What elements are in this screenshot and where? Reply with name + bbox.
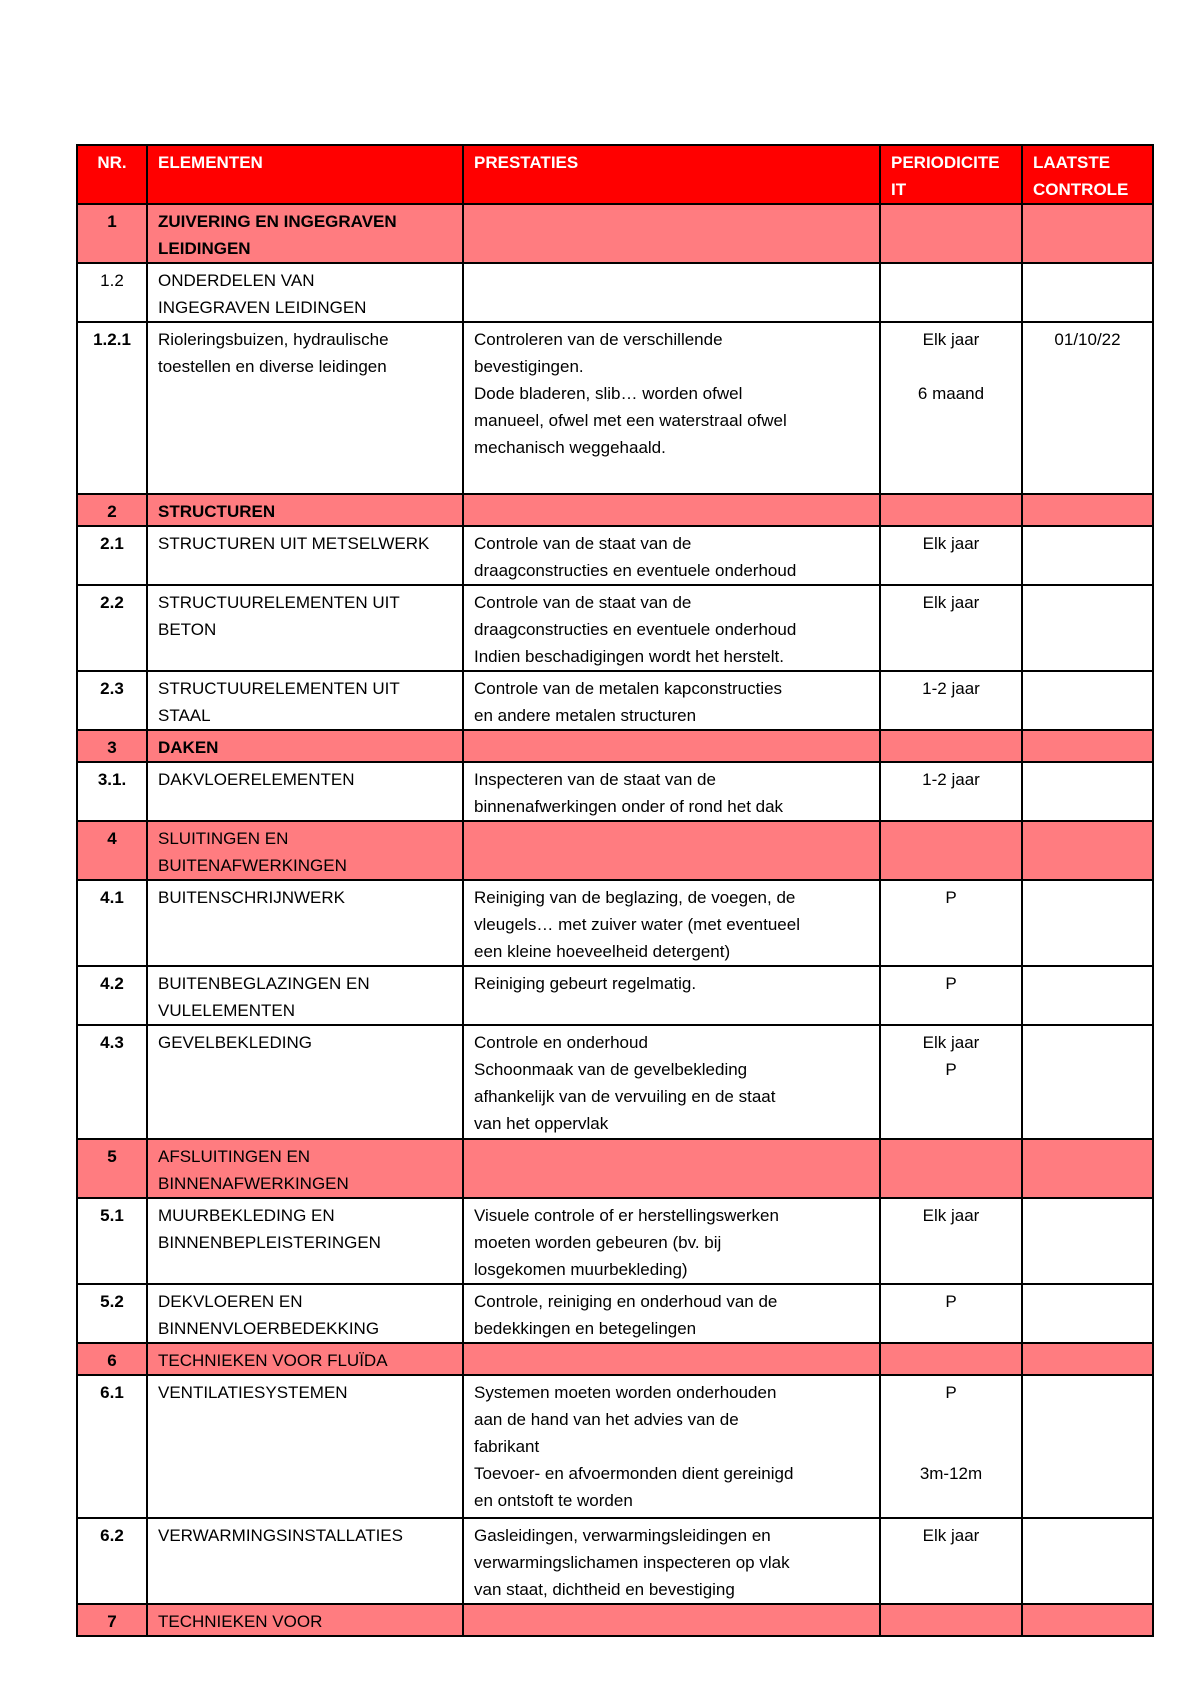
cell-element-line: LEIDINGEN [158,239,251,258]
cell-prestaties-line: van het oppervlak [474,1114,609,1133]
table-section-row [77,494,1153,526]
cell-prestaties-line: mechanisch weggehaald. [474,438,666,457]
cell-prestaties [463,204,880,263]
cell-prestaties [463,1198,880,1284]
cell-periodiciteit [880,1284,1022,1343]
cell-laatste-controle [1022,494,1153,526]
cell-periodiciteit [880,1343,1022,1375]
header-prestaties: PRESTATIES [463,145,880,204]
cell-laatste-controle [1022,1375,1153,1518]
cell-element-line: BUITENSCHRIJNWERK [158,888,346,907]
cell-element [147,880,463,966]
cell-prestaties-line: Reiniging gebeurt regelmatig. [474,974,697,993]
cell-laatste-controle [1022,762,1153,821]
cell-periodiciteit-line: Elk jaar [922,1033,980,1052]
cell-periodiciteit [880,322,1022,494]
cell-prestaties-line: Controle van de metalen kapconstructies [474,679,783,698]
cell-periodiciteit-line: 6 maand [917,384,985,403]
cell-element [147,1343,463,1375]
cell-laatste-controle [1022,671,1153,730]
cell-element [147,1025,463,1139]
cell-periodiciteit-line: Elk jaar [922,534,980,553]
table-row [77,585,1153,671]
cell-prestaties [463,322,880,494]
cell-nr: 1.2.1 [77,322,147,494]
cell-prestaties-line: Dode bladeren, slib… worden ofwel [474,384,743,403]
cell-periodiciteit-line [891,353,1011,380]
cell-laatste-controle-line: 01/10/22 [1054,330,1121,349]
cell-periodiciteit [880,762,1022,821]
cell-element-line: VENTILATIESYSTEMEN [158,1383,348,1402]
cell-prestaties [463,526,880,585]
cell-periodiciteit [880,494,1022,526]
table-row [77,1375,1153,1518]
table-row [77,880,1153,966]
cell-element-line: ZUIVERING EN INGEGRAVEN [158,212,397,231]
cell-periodiciteit [880,1139,1022,1198]
table-section-row [77,1343,1153,1375]
table-section-row [77,821,1153,880]
cell-element-line: ONDERDELEN VAN [158,271,315,290]
cell-element-line: TECHNIEKEN VOOR [158,1612,323,1631]
cell-prestaties-line: bevestigingen. [474,357,584,376]
header-periodiciteit [880,145,1022,204]
cell-element-line: BINNENAFWERKINGEN [158,1174,349,1193]
cell-element-line: STAAL [158,706,211,725]
cell-laatste-controle [1022,1604,1153,1636]
table-row [77,1284,1153,1343]
cell-prestaties-line: fabrikant [474,1437,540,1456]
cell-element [147,1604,463,1636]
cell-prestaties-line: en andere metalen structuren [474,706,697,725]
cell-prestaties-line: Reiniging van de beglazing, de voegen, de [474,888,796,907]
cell-periodiciteit [880,671,1022,730]
cell-element-line: VERWARMINGSINSTALLATIES [158,1526,403,1545]
cell-prestaties-line: Systemen moeten worden onderhouden [474,1383,777,1402]
cell-periodiciteit [880,1604,1022,1636]
header-laatste-controle [1022,145,1153,204]
header-nr: NR. [77,145,147,204]
cell-periodiciteit-line [891,1433,1011,1460]
cell-prestaties-line: draagconstructies en eventuele onderhoud [474,620,797,639]
cell-prestaties [463,263,880,322]
cell-element-line: BUITENBEGLAZINGEN EN [158,974,370,993]
cell-laatste-controle [1022,263,1153,322]
cell-laatste-controle [1022,1284,1153,1343]
cell-element [147,526,463,585]
cell-laatste-controle [1022,322,1153,494]
cell-element [147,1198,463,1284]
cell-prestaties-line: Schoonmaak van de gevelbekleding [474,1060,748,1079]
table-section-row [77,1139,1153,1198]
cell-laatste-controle [1022,1025,1153,1139]
maintenance-table [76,144,1154,1637]
header-periodiciteit-line: IT [891,180,907,199]
cell-element [147,1375,463,1518]
table-header-row [77,145,1153,204]
cell-periodiciteit-line: Elk jaar [922,1206,980,1225]
table-row [77,526,1153,585]
cell-nr: 7 [77,1604,147,1636]
cell-prestaties [463,966,880,1025]
cell-element-line: VULELEMENTEN [158,1001,295,1020]
cell-prestaties [463,1604,880,1636]
cell-nr: 2.2 [77,585,147,671]
cell-laatste-controle [1022,1343,1153,1375]
cell-prestaties [463,821,880,880]
header-laatste-controle-line: LAATSTE [1033,153,1111,172]
cell-periodiciteit [880,880,1022,966]
cell-prestaties [463,730,880,762]
cell-element-line: MUURBEKLEDING EN [158,1206,335,1225]
cell-periodiciteit-line: 1-2 jaar [922,770,980,789]
cell-prestaties-line: Controle van de staat van de [474,534,692,553]
cell-prestaties-line: Controleren van de verschillende [474,330,723,349]
cell-nr: 6 [77,1343,147,1375]
cell-prestaties [463,1343,880,1375]
cell-element [147,1284,463,1343]
cell-element-line: DAKEN [158,738,219,757]
cell-periodiciteit [880,966,1022,1025]
cell-element [147,1139,463,1198]
cell-periodiciteit-line: P [945,1292,957,1311]
cell-prestaties-line: bedekkingen en betegelingen [474,1319,697,1338]
cell-nr: 5 [77,1139,147,1198]
cell-prestaties-line: Indien beschadigingen wordt het herstelt. [474,647,784,666]
table-body [77,145,1153,1636]
cell-prestaties-line: en ontstoft te worden [474,1491,633,1510]
cell-element [147,204,463,263]
table-row [77,966,1153,1025]
cell-prestaties-line: aan de hand van het advies van de [474,1410,739,1429]
cell-prestaties-line: Controle en onderhoud [474,1033,648,1052]
table-section-row [77,730,1153,762]
cell-periodiciteit [880,204,1022,263]
cell-prestaties-line: afhankelijk van de vervuiling en de staat [474,1087,776,1106]
cell-laatste-controle [1022,880,1153,966]
cell-element [147,263,463,322]
table-row [77,1198,1153,1284]
cell-periodiciteit-line: P [945,974,957,993]
table-section-row [77,1604,1153,1636]
cell-laatste-controle [1022,204,1153,263]
table-section-row [77,204,1153,263]
cell-prestaties-line: van staat, dichtheid en bevestiging [474,1580,735,1599]
cell-element-line: STRUCTUREN [158,502,276,521]
cell-nr: 1.2 [77,263,147,322]
cell-prestaties [463,494,880,526]
cell-laatste-controle [1022,730,1153,762]
cell-periodiciteit-line [891,1406,1011,1433]
cell-element [147,322,463,494]
cell-prestaties [463,1375,880,1518]
cell-nr: 1 [77,204,147,263]
cell-laatste-controle [1022,1139,1153,1198]
cell-prestaties-line: verwarmingslichamen inspecteren op vlak [474,1553,790,1572]
cell-periodiciteit [880,1375,1022,1518]
cell-nr: 6.2 [77,1518,147,1604]
cell-periodiciteit-line: P [945,1383,957,1402]
table-row [77,263,1153,322]
cell-nr: 2.3 [77,671,147,730]
cell-nr: 5.2 [77,1284,147,1343]
cell-element-line: toestellen en diverse leidingen [158,357,387,376]
cell-periodiciteit [880,263,1022,322]
cell-element-line: INGEGRAVEN LEIDINGEN [158,298,367,317]
cell-prestaties [463,671,880,730]
cell-element [147,494,463,526]
cell-element-line: DAKVLOERELEMENTEN [158,770,355,789]
cell-prestaties-line: Controle, reiniging en onderhoud van de [474,1292,778,1311]
cell-element-line: BETON [158,620,217,639]
cell-laatste-controle [1022,1518,1153,1604]
cell-nr: 4.1 [77,880,147,966]
cell-prestaties [463,1518,880,1604]
cell-prestaties [463,1139,880,1198]
cell-nr: 3.1. [77,762,147,821]
table-row [77,322,1153,494]
cell-periodiciteit [880,730,1022,762]
cell-element-line: STRUCTUURELEMENTEN UIT [158,679,400,698]
header-periodiciteit-line: PERIODICITE [891,153,1000,172]
cell-nr: 5.1 [77,1198,147,1284]
table-row [77,762,1153,821]
cell-element-line: TECHNIEKEN VOOR FLUÏDA [158,1351,388,1370]
cell-laatste-controle [1022,526,1153,585]
cell-element [147,585,463,671]
cell-prestaties [463,762,880,821]
cell-laatste-controle [1022,821,1153,880]
cell-element-line: STRUCTUURELEMENTEN UIT [158,593,400,612]
cell-nr: 4.3 [77,1025,147,1139]
cell-nr: 4 [77,821,147,880]
cell-periodiciteit [880,821,1022,880]
cell-element-line: SLUITINGEN EN [158,829,289,848]
cell-nr: 3 [77,730,147,762]
cell-element-line: Rioleringsbuizen, hydraulische [158,330,389,349]
table-row [77,1025,1153,1139]
cell-prestaties [463,1284,880,1343]
cell-periodiciteit-line: P [945,888,957,907]
table-row [77,671,1153,730]
cell-element [147,730,463,762]
cell-element-line: BUITENAFWERKINGEN [158,856,347,875]
cell-prestaties-line: Gasleidingen, verwarmingsleidingen en [474,1526,771,1545]
cell-laatste-controle [1022,1198,1153,1284]
cell-periodiciteit [880,1025,1022,1139]
cell-nr: 6.1 [77,1375,147,1518]
cell-element-line: STRUCTUREN UIT METSELWERK [158,534,430,553]
cell-prestaties [463,1025,880,1139]
cell-periodiciteit-line: 3m-12m [919,1464,983,1483]
cell-element [147,966,463,1025]
cell-prestaties-line: draagconstructies en eventuele onderhoud [474,561,797,580]
cell-periodiciteit-line: 1-2 jaar [922,679,980,698]
cell-element-line: GEVELBEKLEDING [158,1033,313,1052]
cell-element [147,821,463,880]
cell-laatste-controle [1022,966,1153,1025]
cell-periodiciteit [880,1518,1022,1604]
cell-prestaties-line: manueel, ofwel met een waterstraal ofwel [474,411,787,430]
header-elementen: ELEMENTEN [147,145,463,204]
header-laatste-controle-line: CONTROLE [1033,180,1129,199]
cell-periodiciteit [880,585,1022,671]
cell-prestaties-line: binnenafwerkingen onder of rond het dak [474,797,784,816]
cell-laatste-controle [1022,585,1153,671]
cell-prestaties-line: Controle van de staat van de [474,593,692,612]
cell-periodiciteit-line: Elk jaar [922,1526,980,1545]
cell-prestaties-line: losgekomen muurbekleding) [474,1260,688,1279]
cell-prestaties-line: Visuele controle of er herstellingswerken [474,1206,779,1225]
cell-element-line: DEKVLOEREN EN [158,1292,303,1311]
cell-periodiciteit-line: Elk jaar [922,593,980,612]
cell-nr: 2.1 [77,526,147,585]
cell-prestaties-line: Toevoer- en afvoermonden dient gereinigd [474,1464,794,1483]
cell-element [147,671,463,730]
cell-periodiciteit [880,526,1022,585]
cell-element-line: BINNENBEPLEISTERINGEN [158,1233,381,1252]
cell-periodiciteit-line: Elk jaar [922,330,980,349]
cell-element [147,762,463,821]
cell-element-line: BINNENVLOERBEDEKKING [158,1319,380,1338]
cell-prestaties-line: een kleine hoeveelheid detergent) [474,942,731,961]
table-row [77,1518,1153,1604]
cell-element-line: AFSLUITINGEN EN [158,1147,311,1166]
cell-periodiciteit-line: P [945,1060,957,1079]
cell-nr: 2 [77,494,147,526]
cell-prestaties-line: Inspecteren van de staat van de [474,770,716,789]
cell-prestaties [463,880,880,966]
cell-prestaties-line: vleugels… met zuiver water (met eventueel [474,915,800,934]
cell-prestaties-line: moeten worden gebeuren (bv. bij [474,1233,722,1252]
cell-nr: 4.2 [77,966,147,1025]
cell-prestaties [463,585,880,671]
cell-element [147,1518,463,1604]
cell-periodiciteit [880,1198,1022,1284]
